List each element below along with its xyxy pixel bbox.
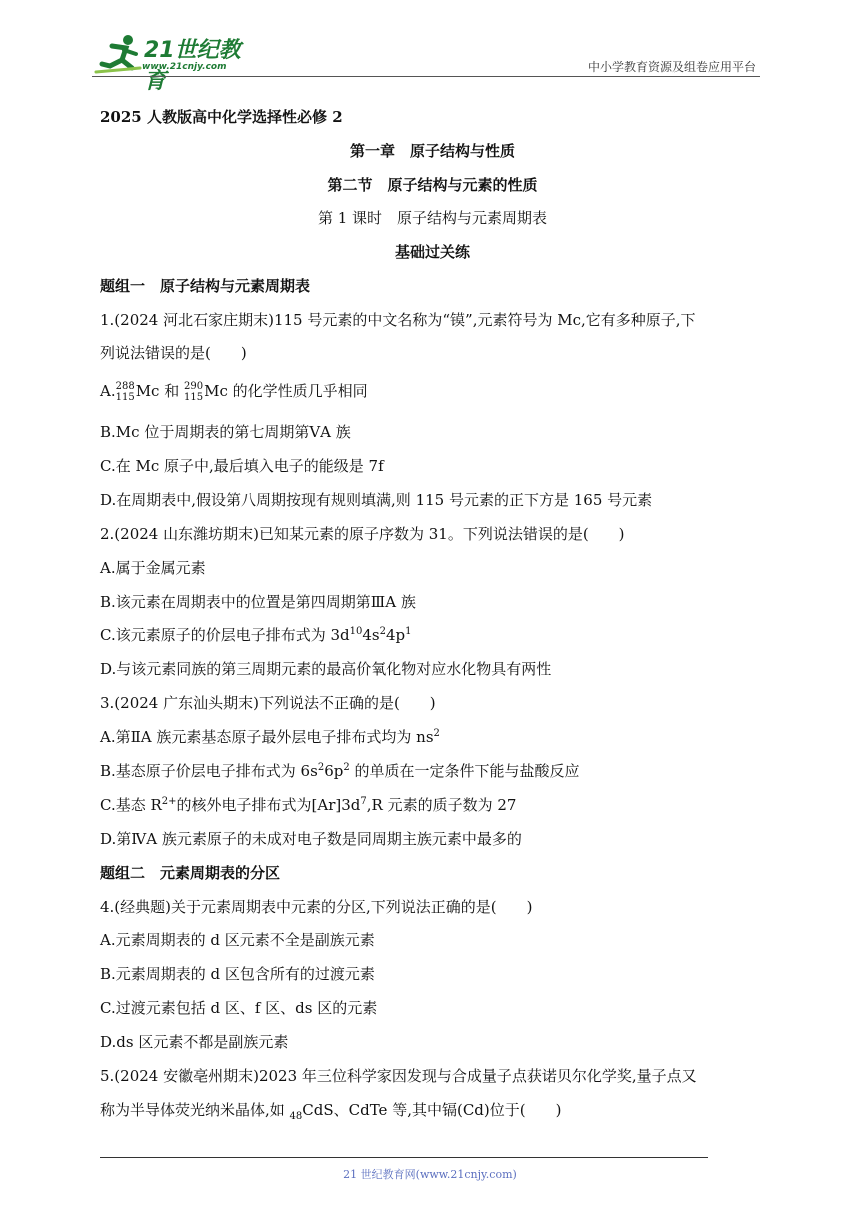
subscript: 48 [289, 1111, 303, 1122]
option-a-tail: Mc 的化学性质几乎相同 [204, 382, 368, 400]
mass-number: 288 [115, 381, 135, 392]
superscript: 2 [379, 626, 386, 637]
chapter-title: 第一章 原子结构与性质 [349, 142, 515, 160]
superscript: 2+ [161, 796, 177, 807]
isotope-notation-2 [184, 381, 203, 403]
question-1-option-c: C.在 Mc 原子中,最后填入电子的能级是 7f [100, 457, 384, 475]
book-title: 2025 人教版高中化学选择性必修 2 [100, 108, 343, 126]
question-2-option-c [100, 624, 412, 645]
atomic-number: 115 [184, 392, 204, 403]
question-3: 3.(2024 广东汕头期末)下列说法不正确的是( ) [100, 694, 436, 712]
platform-name: 中小学教育资源及组卷应用平台 [587, 60, 756, 74]
group-heading-2: 题组二 元素周期表的分区 [100, 864, 281, 882]
option-text: B.基态原子价层电子排布式为 6s [100, 762, 318, 780]
superscript: 1 [405, 626, 412, 637]
question-1-option-d: D.在周期表中,假设第八周期按现有规则填满,则 115 号元素的正下方是 165 号元素 [100, 491, 653, 509]
question-text: CdS、CdTe 等,其中镉(Cd)位于( ) [302, 1101, 562, 1119]
option-text: ,R 元素的质子数为 27 [366, 796, 517, 814]
question-1-line-2: 列说法错误的是( ) [100, 344, 247, 362]
option-text: A.第ⅡA 族元素基态原子最外层电子排布式均为 ns [100, 728, 434, 746]
superscript: 2 [317, 762, 325, 773]
question-1-line-1: 1.(2024 河北石家庄期末)115 号元素的中文名称为“镆”,元素符号为 Mc,它有多种原子,下 [100, 311, 696, 329]
question-2-option-d: D.与该元素同族的第三周期元素的最高价氧化物对应水化物具有两性 [100, 660, 552, 678]
question-1-option-b: B.Mc 位于周期表的第七周期第ⅤA 族 [100, 423, 351, 441]
superscript: 10 [349, 626, 363, 637]
option-a-prefix: A. [100, 382, 116, 400]
page-header [92, 30, 760, 94]
option-text: 4p [386, 626, 406, 644]
mass-number: 290 [184, 381, 204, 392]
option-text: 的核外电子排布式为[Ar]3d [176, 796, 361, 814]
superscript: 2 [433, 728, 440, 739]
group-heading-1: 题组一 原子结构与元素周期表 [100, 277, 311, 295]
footer-divider [100, 1157, 708, 1158]
superscript: 7 [360, 796, 367, 807]
question-5-line-1: 5.(2024 安徽亳州期末)2023 年三位科学家因发现与合成量子点获诺贝尔化学奖,量子点又 [100, 1067, 697, 1085]
logo-url: www.21cnjy.com [142, 62, 227, 72]
question-2: 2.(2024 山东潍坊期末)已知某元素的原子序数为 31。下列说法错误的是( ) [100, 525, 625, 543]
section-title: 第二节 原子结构与元素的性质 [327, 176, 538, 194]
option-text: C.该元素原子的价层电子排布式为 3d [100, 626, 350, 644]
question-2-option-a: A.属于金属元素 [100, 559, 206, 577]
question-text: 称为半导体荧光纳米晶体,如 [100, 1101, 290, 1119]
question-3-option-b [100, 760, 580, 781]
question-4-option-a: A.元素周期表的 d 区元素不全是副族元素 [100, 931, 375, 949]
question-3-option-d: D.第ⅣA 族元素原子的未成对电子数是同周期主族元素中最多的 [100, 830, 522, 848]
question-4: 4.(经典题)关于元素周期表中元素的分区,下列说法正确的是( ) [100, 898, 533, 916]
superscript: 2 [343, 762, 350, 773]
site-logo [92, 32, 262, 94]
question-1-option-a [100, 380, 368, 403]
option-text: 6p [324, 762, 344, 780]
lesson-title: 第 1 课时 原子结构与元素周期表 [317, 209, 548, 227]
question-4-option-b: B.元素周期表的 d 区包含所有的过渡元素 [100, 965, 375, 983]
question-5-line-2 [100, 1099, 561, 1120]
header-divider [92, 76, 760, 77]
option-text: C.基态 R [100, 796, 162, 814]
question-4-option-c: C.过渡元素包括 d 区、f 区、ds 区的元素 [100, 999, 378, 1017]
question-4-option-d: D.ds 区元素不都是副族元素 [100, 1033, 289, 1051]
atomic-number: 115 [115, 392, 135, 403]
runner-logo-icon [92, 32, 144, 76]
question-3-option-a [100, 726, 440, 747]
question-2-option-b: B.该元素在周期表中的位置是第四周期第ⅢA 族 [100, 593, 416, 611]
option-text: 的单质在一定条件下能与盐酸反应 [349, 762, 580, 780]
isotope-notation-1 [116, 381, 135, 403]
logo-text: 21世纪教育 [144, 38, 241, 94]
option-a-mid: Mc 和 [135, 382, 184, 400]
option-text: 4s [362, 626, 380, 644]
question-3-option-c [100, 794, 516, 815]
footer-text: 21 世纪教育网(www.21cnjy.com) [343, 1168, 517, 1181]
exercise-title: 基础过关练 [394, 243, 470, 261]
